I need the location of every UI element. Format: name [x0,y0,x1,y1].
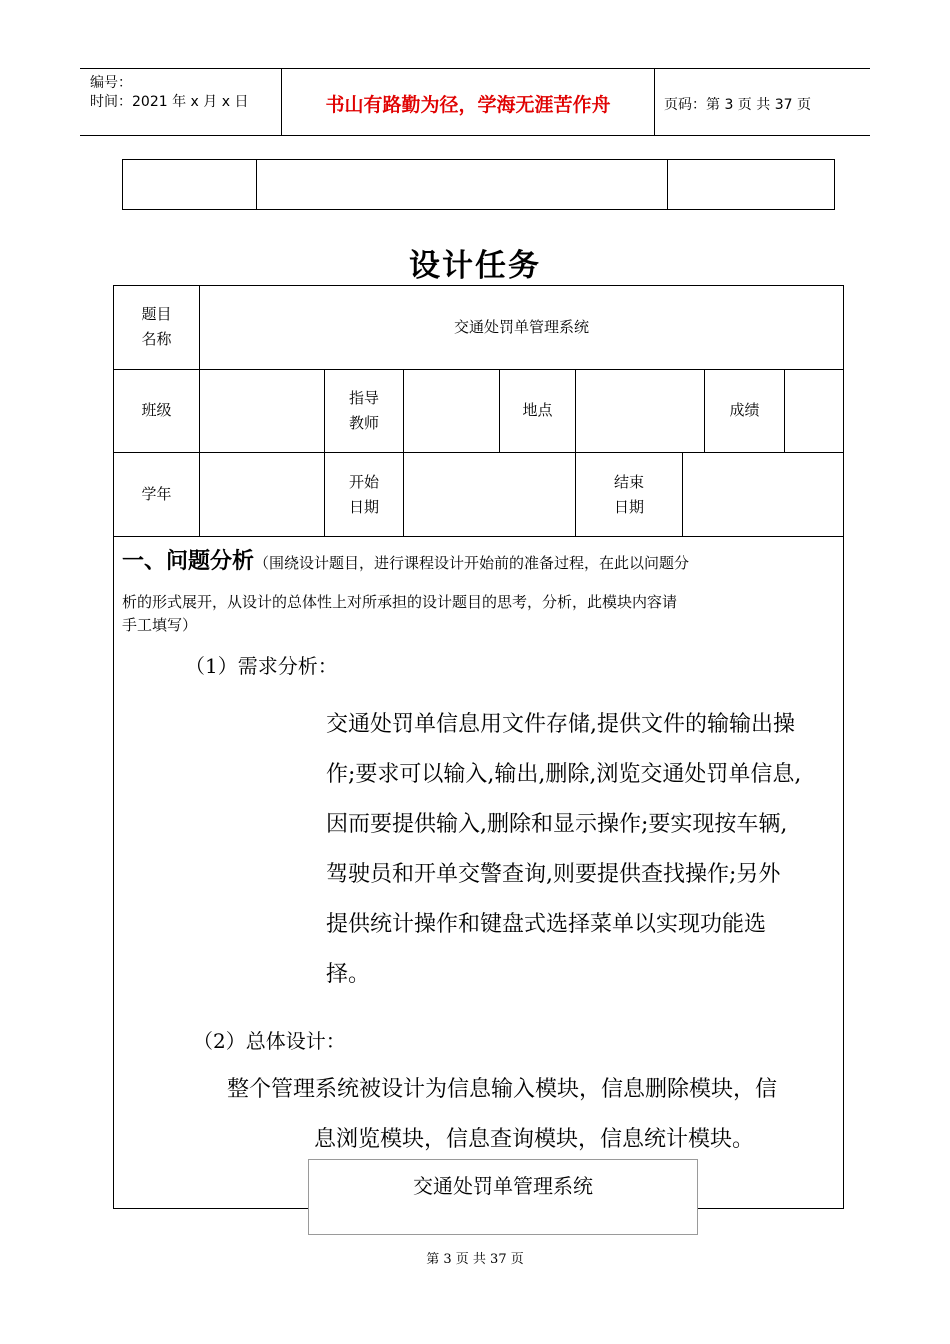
diagram-root-box [308,1159,698,1235]
problem-analysis-intro [122,548,834,577]
section-note-3: 手工填写） [122,616,198,634]
subject-label: 题目 名称 [141,305,172,348]
header-divider-right [654,68,655,136]
requirements-line: 因而要提供输入,删除和显示操作;要实现按车辆, [326,812,788,837]
requirements-line: 驾驶员和开单交警查询,则要提供查找操作;另外 [326,862,781,887]
year-label: 学年 [141,485,172,503]
requirements-line: 择。 [326,962,371,987]
requirements-title: （1）需求分析： [185,654,338,678]
requirements-line: 交通处罚单信息用文件存储,提供文件的输输出操 [326,712,795,737]
location-label: 地点 [522,401,553,419]
start-date-label: 开始 日期 [348,473,379,516]
requirements-body [326,700,841,1000]
subject-value: 交通处罚单管理系统 [453,318,589,336]
page-footer: 第 3 页 共 37 页 [426,1252,524,1267]
header-page-label: 页码：第 3 页 共 37 页 [664,97,811,113]
section-heading: 一、问题分析 [122,549,255,574]
section-note-1: （围绕设计题目，进行课程设计开始前的准备过程，在此以问题分 [254,554,690,572]
end-date-label: 结束 日期 [613,473,644,516]
grade-label: 成绩 [729,401,760,419]
teacher-label: 指导 教师 [348,389,379,432]
header-top-rule [80,68,870,69]
section-note-2: 析的形式展开，从设计的总体性上对所承担的设计题目的思考，分析，此模块内容请 [122,593,678,611]
requirements-line: 提供统计操作和键盘式选择菜单以实现功能选 [326,912,767,937]
page-title: 设计任务 [409,248,541,284]
header-bottom-rule [80,135,870,136]
header-time-label: 时间：2021 年 x 月 x 日 [90,94,249,110]
overall-design-title: （2）总体设计： [193,1029,346,1053]
header-number-label: 编号： [90,75,132,91]
requirements-line: 作;要求可以输入,输出,删除,浏览交通处罚单信息, [326,762,802,787]
header-motto: 书山有路勤为径，学海无涯苦作舟 [325,94,611,116]
class-label: 班级 [141,401,172,419]
diagram-root-label: 交通处罚单管理系统 [413,1174,593,1198]
overall-design-line-1: 整个管理系统被设计为信息输入模块，信息删除模块，信 [227,1077,778,1102]
overall-design-line-2: 息浏览模块，信息查询模块，信息统计模块。 [314,1127,755,1152]
